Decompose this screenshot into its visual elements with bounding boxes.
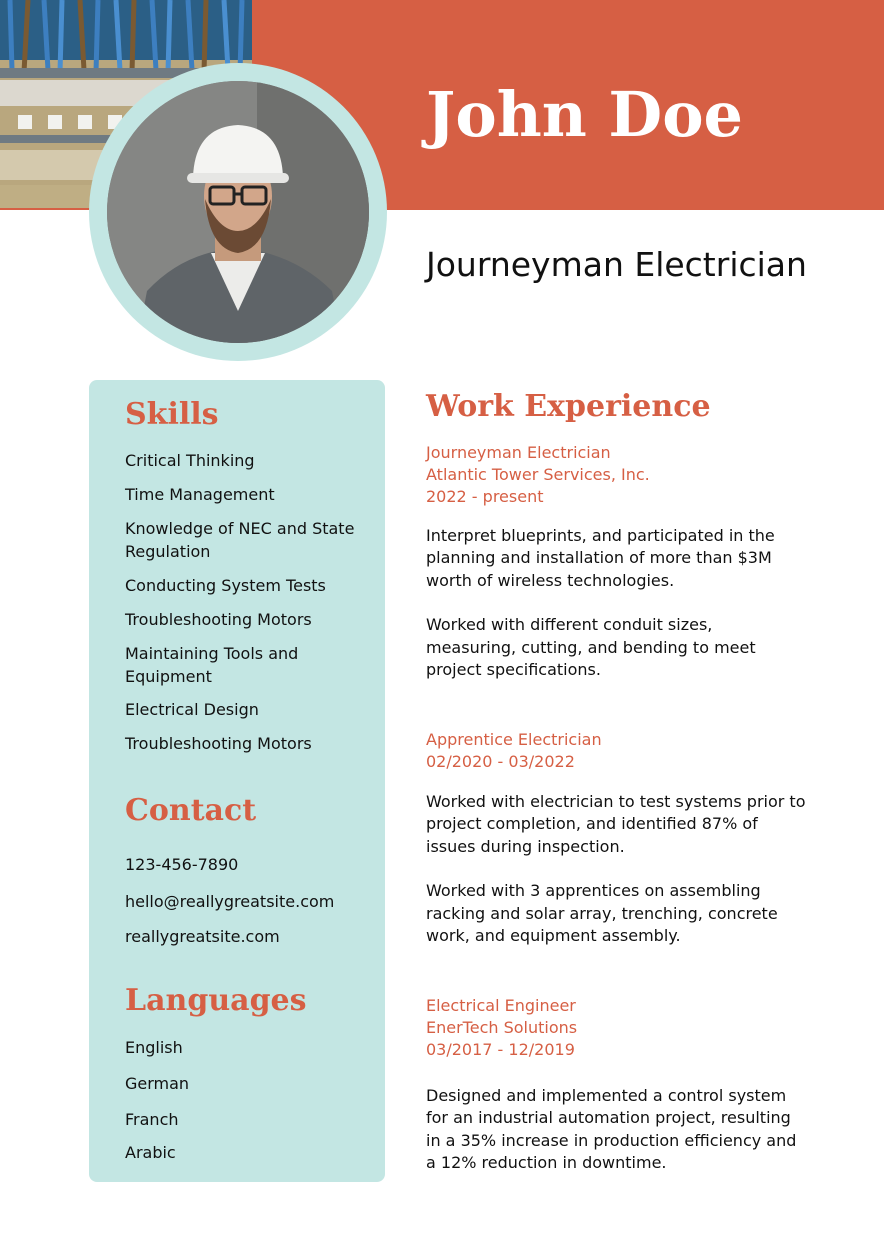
job-meta	[426, 729, 602, 773]
job-company: Atlantic Tower Services, Inc.	[426, 465, 650, 484]
skill-item: Conducting System Tests	[125, 576, 326, 595]
language-item: English	[125, 1038, 183, 1057]
work-experience-heading: Work Experience	[426, 389, 711, 424]
job-dates: 02/2020 - 03/2022	[426, 752, 575, 771]
job-bullet: Interpret blueprints, and participated in the planning and installation of more than $3M worth of wireless technologies.	[426, 526, 775, 590]
job-dates: 2022 - present	[426, 487, 544, 506]
skill-item: Critical Thinking	[125, 451, 255, 470]
job-role: Electrical Engineer	[426, 996, 576, 1015]
contact-email[interactable]: hello@reallygreatsite.com	[125, 892, 335, 911]
skill-item: Time Management	[125, 485, 275, 504]
skill-item: Knowledge of NEC and State Regulation	[125, 519, 355, 561]
job-role: Journeyman Electrician	[426, 443, 611, 462]
skill-item: Troubleshooting Motors	[125, 734, 312, 753]
job-description	[426, 791, 806, 970]
skill-item: Maintaining Tools and Equipment	[125, 644, 299, 686]
job-bullet: Designed and implemented a control system for an industrial automation project, resulting in a 35% increase in production efficiency and a 12% reduction in downtime.	[426, 1086, 797, 1172]
candidate-name: John Doe	[426, 78, 743, 151]
job-company: EnerTech Solutions	[426, 1018, 578, 1037]
skills-heading: Skills	[125, 397, 219, 432]
avatar	[107, 81, 369, 343]
job-description	[426, 1085, 806, 1197]
job-bullet: Worked with different conduit sizes, measuring, cutting, and bending to meet project specifications.	[426, 615, 756, 679]
skill-item: Troubleshooting Motors	[125, 610, 312, 629]
job-bullet: Worked with 3 apprentices on assembling racking and solar array, trenching, concrete work, and equipment assembly.	[426, 881, 778, 945]
job-meta	[426, 442, 650, 508]
language-item: German	[125, 1074, 190, 1093]
language-item: Franch	[125, 1110, 179, 1129]
skill-item: Electrical Design	[125, 700, 259, 719]
job-dates: 03/2017 - 12/2019	[426, 1040, 575, 1059]
job-bullet: Worked with electrician to test systems prior to project completion, and identified 87% of issues during inspection.	[426, 792, 806, 856]
contact-website[interactable]: reallygreatsite.com	[125, 927, 280, 946]
contact-phone[interactable]: 123-456-7890	[125, 855, 239, 874]
job-role: Apprentice Electrician	[426, 730, 602, 749]
job-description	[426, 525, 806, 704]
job-title: Journeyman Electrician	[426, 245, 807, 284]
languages-heading: Languages	[125, 983, 307, 1018]
contact-heading: Contact	[125, 793, 257, 828]
job-meta	[426, 995, 577, 1061]
language-item: Arabic	[125, 1143, 176, 1162]
